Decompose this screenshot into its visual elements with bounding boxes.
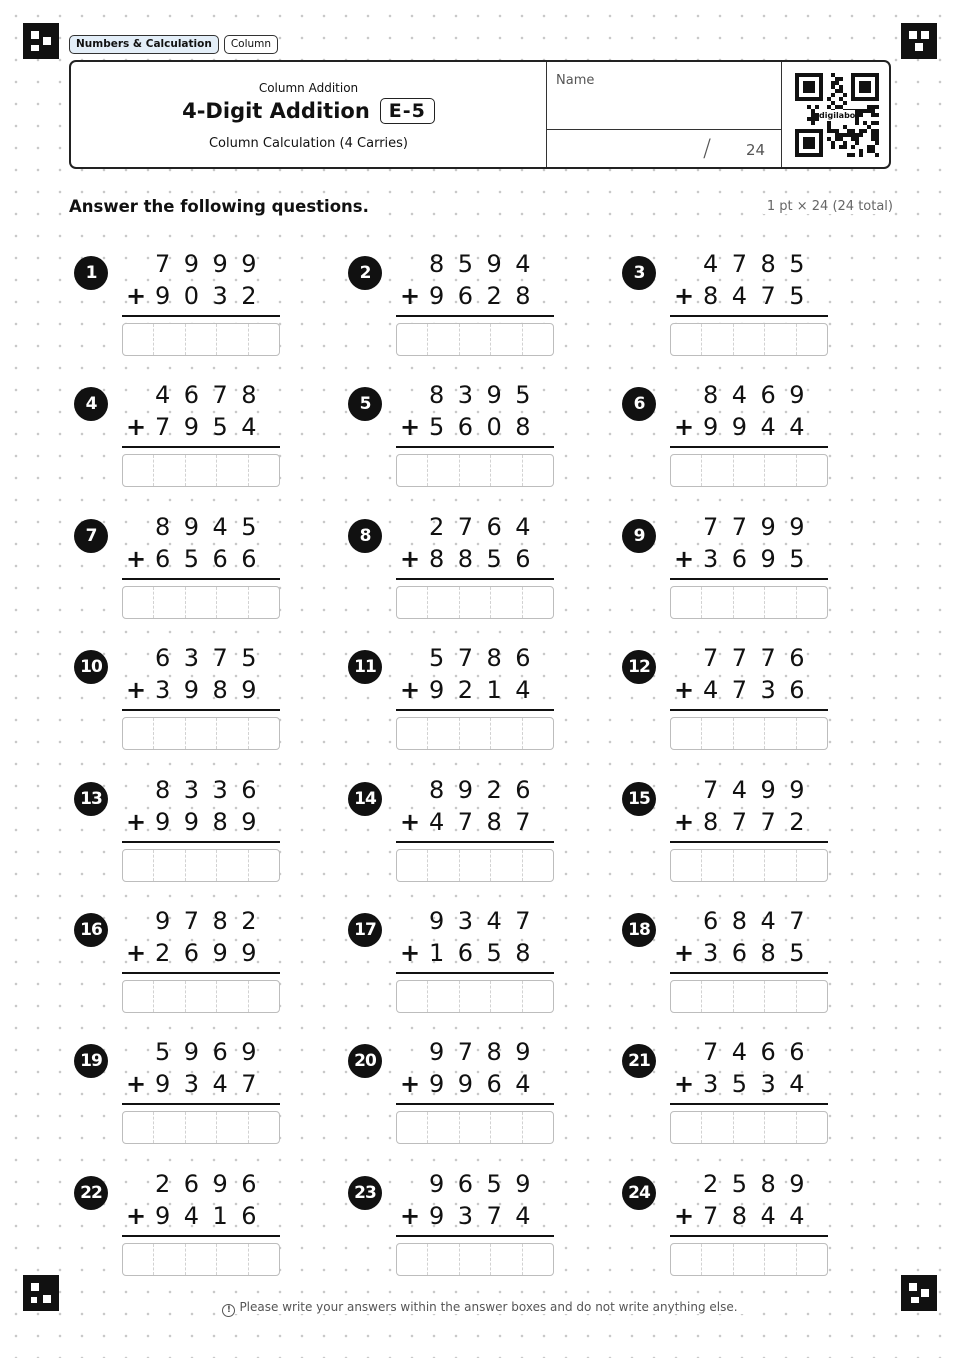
answer-box[interactable] — [122, 1243, 280, 1276]
problem-number: 24 — [622, 1176, 656, 1210]
footer-note — [0, 1300, 960, 1317]
first-addend: 4785 — [703, 250, 819, 278]
problem-19 — [69, 1039, 289, 1149]
first-addend: 2696 — [155, 1170, 271, 1198]
problem-number: 11 — [348, 650, 382, 684]
plus-sign: + — [400, 545, 421, 573]
problem-23 — [343, 1171, 563, 1281]
sum-line — [122, 841, 280, 843]
problem-number: 16 — [74, 913, 108, 947]
sum-line — [122, 972, 280, 974]
second-addend: 9214 — [429, 676, 545, 704]
type-tag: Column — [224, 35, 278, 54]
sum-line — [122, 446, 280, 448]
plus-sign: + — [674, 808, 695, 836]
second-addend: 9347 — [155, 1070, 271, 1098]
plus-sign: + — [126, 1202, 147, 1230]
problem-number: 18 — [622, 913, 656, 947]
sum-line — [122, 578, 280, 580]
plus-sign: + — [126, 808, 147, 836]
second-addend: 3989 — [155, 676, 271, 704]
name-label: Name — [556, 73, 595, 88]
second-addend: 7844 — [703, 1202, 819, 1230]
sum-line — [396, 972, 554, 974]
first-addend: 5786 — [429, 644, 545, 672]
plus-sign: + — [674, 282, 695, 310]
first-addend: 8395 — [429, 381, 545, 409]
sum-line — [670, 578, 828, 580]
answer-box[interactable] — [122, 717, 280, 750]
worksheet-title: 4-Digit Addition — [182, 99, 370, 123]
second-addend: 3695 — [703, 545, 819, 573]
first-addend: 9782 — [155, 907, 271, 935]
second-addend: 8772 — [703, 808, 819, 836]
second-addend: 5608 — [429, 413, 545, 441]
sum-line — [396, 841, 554, 843]
sum-line — [670, 972, 828, 974]
answer-box[interactable] — [122, 454, 280, 487]
problem-number: 23 — [348, 1176, 382, 1210]
answer-box[interactable] — [396, 586, 554, 619]
second-addend: 9374 — [429, 1202, 545, 1230]
sum-line — [670, 709, 828, 711]
plus-sign: + — [126, 545, 147, 573]
first-addend: 8594 — [429, 250, 545, 278]
plus-sign: + — [674, 1202, 695, 1230]
sum-line — [670, 1103, 828, 1105]
sum-line — [670, 1235, 828, 1237]
first-addend: 7466 — [703, 1038, 819, 1066]
problem-7 — [69, 514, 289, 624]
first-addend: 8926 — [429, 776, 545, 804]
answer-box[interactable] — [396, 1243, 554, 1276]
first-addend: 2589 — [703, 1170, 819, 1198]
plus-sign: + — [400, 1202, 421, 1230]
problem-11 — [343, 645, 563, 755]
answer-box[interactable] — [670, 849, 828, 882]
second-addend: 3534 — [703, 1070, 819, 1098]
answer-box[interactable] — [396, 849, 554, 882]
plus-sign: + — [400, 808, 421, 836]
plus-sign: + — [674, 1070, 695, 1098]
answer-box[interactable] — [396, 454, 554, 487]
problem-6 — [617, 382, 837, 492]
problem-20 — [343, 1039, 563, 1149]
problem-12 — [617, 645, 837, 755]
worksheet-description: Column Calculation (4 Carries) — [208, 136, 408, 151]
problem-15 — [617, 777, 837, 887]
first-addend: 5969 — [155, 1038, 271, 1066]
problem-14 — [343, 777, 563, 887]
first-addend: 9659 — [429, 1170, 545, 1198]
sum-line — [396, 578, 554, 580]
second-addend: 7954 — [155, 413, 271, 441]
problem-8 — [343, 514, 563, 624]
problem-number: 12 — [622, 650, 656, 684]
problem-number: 22 — [74, 1176, 108, 1210]
answer-box[interactable] — [396, 980, 554, 1013]
plus-sign: + — [400, 413, 421, 441]
problem-number: 19 — [74, 1044, 108, 1078]
plus-sign: + — [400, 282, 421, 310]
plus-sign: + — [400, 676, 421, 704]
problem-24 — [617, 1171, 837, 1281]
second-addend: 9964 — [429, 1070, 545, 1098]
first-addend: 7799 — [703, 513, 819, 541]
problem-13 — [69, 777, 289, 887]
name-field[interactable] — [546, 62, 782, 167]
category-tag: Numbers & Calculation — [69, 35, 219, 54]
worksheet-header — [69, 60, 891, 169]
problem-number: 5 — [348, 387, 382, 421]
problem-22 — [69, 1171, 289, 1281]
answer-box[interactable] — [396, 717, 554, 750]
problem-number: 3 — [622, 256, 656, 290]
problem-2 — [343, 251, 563, 361]
problem-number: 6 — [622, 387, 656, 421]
corner-marker-top-right — [901, 23, 937, 59]
footer-text: Please write your answers within the answer boxes and do not write anything else. — [239, 1300, 738, 1314]
answer-box[interactable] — [122, 980, 280, 1013]
second-addend: 9989 — [155, 808, 271, 836]
answer-box[interactable] — [122, 323, 280, 356]
first-addend: 9347 — [429, 907, 545, 935]
second-addend: 4787 — [429, 808, 545, 836]
plus-sign: + — [126, 1070, 147, 1098]
answer-box[interactable] — [670, 323, 828, 356]
second-addend: 9416 — [155, 1202, 271, 1230]
answer-box[interactable] — [122, 1111, 280, 1144]
answer-box[interactable] — [396, 323, 554, 356]
plus-sign: + — [674, 413, 695, 441]
info-icon: ! — [222, 1304, 235, 1317]
second-addend: 9628 — [429, 282, 545, 310]
first-addend: 8336 — [155, 776, 271, 804]
sum-line — [396, 315, 554, 317]
answer-box[interactable] — [396, 1111, 554, 1144]
title-area — [71, 62, 546, 167]
second-addend: 9944 — [703, 413, 819, 441]
problem-3 — [617, 251, 837, 361]
problem-number: 8 — [348, 519, 382, 553]
second-addend: 8475 — [703, 282, 819, 310]
answer-box[interactable] — [670, 586, 828, 619]
first-addend: 6375 — [155, 644, 271, 672]
points-info: 1 pt × 24 (24 total) — [763, 199, 893, 214]
problem-number: 15 — [622, 782, 656, 816]
problem-number: 2 — [348, 256, 382, 290]
second-addend: 8856 — [429, 545, 545, 573]
sum-line — [670, 446, 828, 448]
second-addend: 2699 — [155, 939, 271, 967]
corner-marker-top-left — [23, 23, 59, 59]
problem-21 — [617, 1039, 837, 1149]
plus-sign: + — [126, 282, 147, 310]
answer-box[interactable] — [670, 717, 828, 750]
instruction-text: Answer the following questions. — [69, 197, 373, 216]
answer-box[interactable] — [122, 849, 280, 882]
problem-number: 13 — [74, 782, 108, 816]
score-slash: / — [703, 134, 712, 162]
problem-16 — [69, 908, 289, 1018]
qr-code-icon — [795, 73, 879, 157]
problem-number: 7 — [74, 519, 108, 553]
plus-sign: + — [126, 676, 147, 704]
qr-label: digilabo — [819, 111, 856, 120]
first-addend: 7499 — [703, 776, 819, 804]
problem-number: 10 — [74, 650, 108, 684]
problem-number: 17 — [348, 913, 382, 947]
answer-box[interactable] — [670, 1111, 828, 1144]
sum-line — [122, 1235, 280, 1237]
second-addend: 6566 — [155, 545, 271, 573]
problem-9 — [617, 514, 837, 624]
sum-line — [396, 446, 554, 448]
first-addend: 2764 — [429, 513, 545, 541]
plus-sign: + — [126, 939, 147, 967]
plus-sign: + — [400, 1070, 421, 1098]
problem-number: 21 — [622, 1044, 656, 1078]
second-addend: 1658 — [429, 939, 545, 967]
score-total: 24 — [746, 141, 766, 159]
first-addend: 7999 — [155, 250, 271, 278]
problem-5 — [343, 382, 563, 492]
sum-line — [670, 841, 828, 843]
category-tags — [69, 35, 278, 54]
first-addend: 6847 — [703, 907, 819, 935]
plus-sign: + — [400, 939, 421, 967]
sum-line — [670, 315, 828, 317]
second-addend: 3685 — [703, 939, 819, 967]
problem-number: 14 — [348, 782, 382, 816]
sum-line — [396, 1103, 554, 1105]
first-addend: 8945 — [155, 513, 271, 541]
sum-line — [396, 1235, 554, 1237]
plus-sign: + — [674, 676, 695, 704]
problem-10 — [69, 645, 289, 755]
answer-box[interactable] — [670, 980, 828, 1013]
sum-line — [122, 709, 280, 711]
worksheet-subtitle: Column Addition — [258, 81, 359, 95]
first-addend: 9789 — [429, 1038, 545, 1066]
problem-number: 20 — [348, 1044, 382, 1078]
second-addend: 9032 — [155, 282, 271, 310]
problem-number: 1 — [74, 256, 108, 290]
second-addend: 4736 — [703, 676, 819, 704]
plus-sign: + — [674, 545, 695, 573]
problem-1 — [69, 251, 289, 361]
answer-box[interactable] — [670, 1243, 828, 1276]
problem-number: 9 — [622, 519, 656, 553]
plus-sign: + — [126, 413, 147, 441]
first-addend: 8469 — [703, 381, 819, 409]
first-addend: 7776 — [703, 644, 819, 672]
problem-4 — [69, 382, 289, 492]
problem-17 — [343, 908, 563, 1018]
level-badge: E-5 — [380, 98, 435, 124]
sum-line — [122, 315, 280, 317]
plus-sign: + — [674, 939, 695, 967]
sum-line — [122, 1103, 280, 1105]
problem-number: 4 — [74, 387, 108, 421]
first-addend: 4678 — [155, 381, 271, 409]
answer-box[interactable] — [670, 454, 828, 487]
problem-18 — [617, 908, 837, 1018]
sum-line — [396, 709, 554, 711]
answer-box[interactable] — [122, 586, 280, 619]
